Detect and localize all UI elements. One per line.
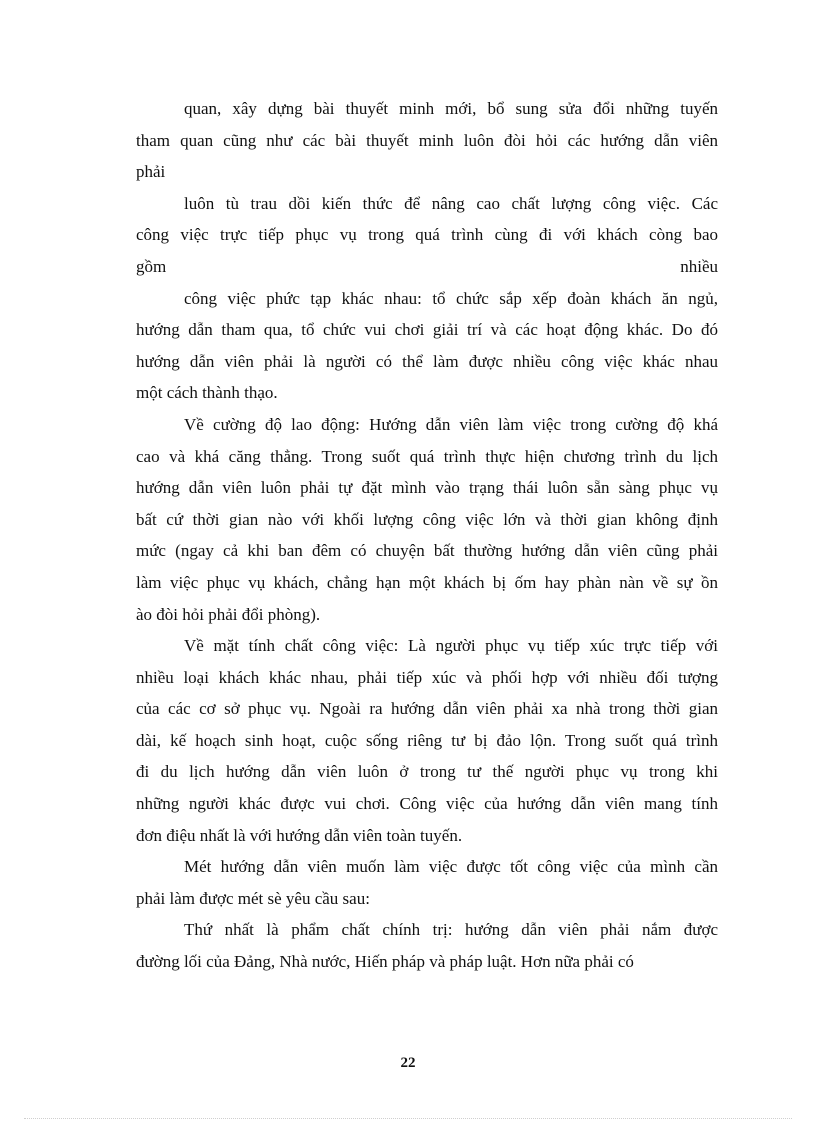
page-edge-divider: [24, 1118, 792, 1119]
text-line: một cách thành thạo.: [136, 383, 278, 403]
text-line: công việc phức tạp khác nhau: tổ chức sắp xếp đoàn khách ăn ngủ,: [184, 288, 718, 308]
text-line: Thứ nhất là phẩm chất chính trị: hướng dẫn viên phải nắm được: [184, 920, 718, 940]
text-line: quan, xây dựng bài thuyết minh mới, bổ sung sửa đổi những tuyến: [184, 99, 718, 118]
text-line: mức (ngay cả khi ban đêm có chuyện bất thường hướng dẫn viên cũng phải: [136, 541, 718, 561]
text-line: phải: [136, 162, 166, 182]
text-line: gồm nhiều: [136, 256, 718, 276]
text-line: đi du lịch hướng dẫn viên luôn ở trong tư thế người phục vụ trong khi: [136, 762, 718, 782]
text-line: bất cứ thời gian nào với khối lượng công việc lớn và thời gian không định: [136, 509, 718, 529]
text-line: nhiều loại khách khác nhau, phải tiếp xúc và phối hợp với nhiều đối tượng: [136, 667, 718, 687]
text-line: hướng dẫn tham qua, tổ chức vui chơi giải trí và các hoạt động khác. Do đó: [136, 320, 718, 340]
text-line: tham quan cũng như các bài thuyết minh luôn đòi hỏi các hướng dẫn viên: [136, 130, 718, 150]
text-line: Về mặt tính chất công việc: Là người phục vụ tiếp xúc trực tiếp với: [184, 636, 718, 656]
text-line: luôn tù trau dồi kiến thức để nâng cao chất lượng công việc. Các: [184, 193, 718, 213]
text-line: phải làm được mét sè yêu cầu sau:: [136, 888, 370, 908]
text-line: công việc trực tiếp phục vụ trong quá trình cùng đi với khách còng bao: [136, 225, 718, 245]
text-line: của các cơ sở phục vụ. Ngoài ra hướng dẫn viên phải xa nhà trong thời gian: [136, 699, 718, 719]
text-line: ào đòi hỏi phải đổi phòng).: [136, 604, 321, 624]
text-line: những người khác được vui chơi. Công việc của hướng dẫn viên mang tính: [136, 794, 718, 814]
text-line: Mét hướng dẫn viên muốn làm việc được tốt công việc của mình cần: [184, 857, 718, 877]
text-line: cao và khá căng thẳng. Trong suốt quá trình thực hiện chương trình du lịch: [136, 446, 718, 466]
text-line: Về cường độ lao động: Hướng dẫn viên làm việc trong cường độ khá: [184, 414, 718, 434]
text-line: đường lối của Đảng, Nhà nước, Hiến pháp và pháp luật. Hơn nữa phải có: [136, 952, 634, 972]
text-line: làm việc phục vụ khách, chẳng hạn một khách bị ốm hay phàn nàn về sự ồn: [136, 572, 718, 592]
document-body: [136, 93, 718, 978]
text-line: hướng dẫn viên phải là người có thể làm được nhiều công việc khác nhau: [136, 351, 718, 371]
text-line: dài, kế hoạch sinh hoạt, cuộc sống riêng tư bị đảo lộn. Trong suốt quá trình: [136, 730, 718, 750]
text-line: đơn điệu nhất là với hướng dẫn viên toàn tuyến.: [136, 825, 463, 845]
text-line: hướng dẫn viên luôn phải tự đặt mình vào trạng thái luôn sẵn sàng phục vụ: [136, 478, 718, 498]
page-number: 22: [400, 1055, 416, 1071]
